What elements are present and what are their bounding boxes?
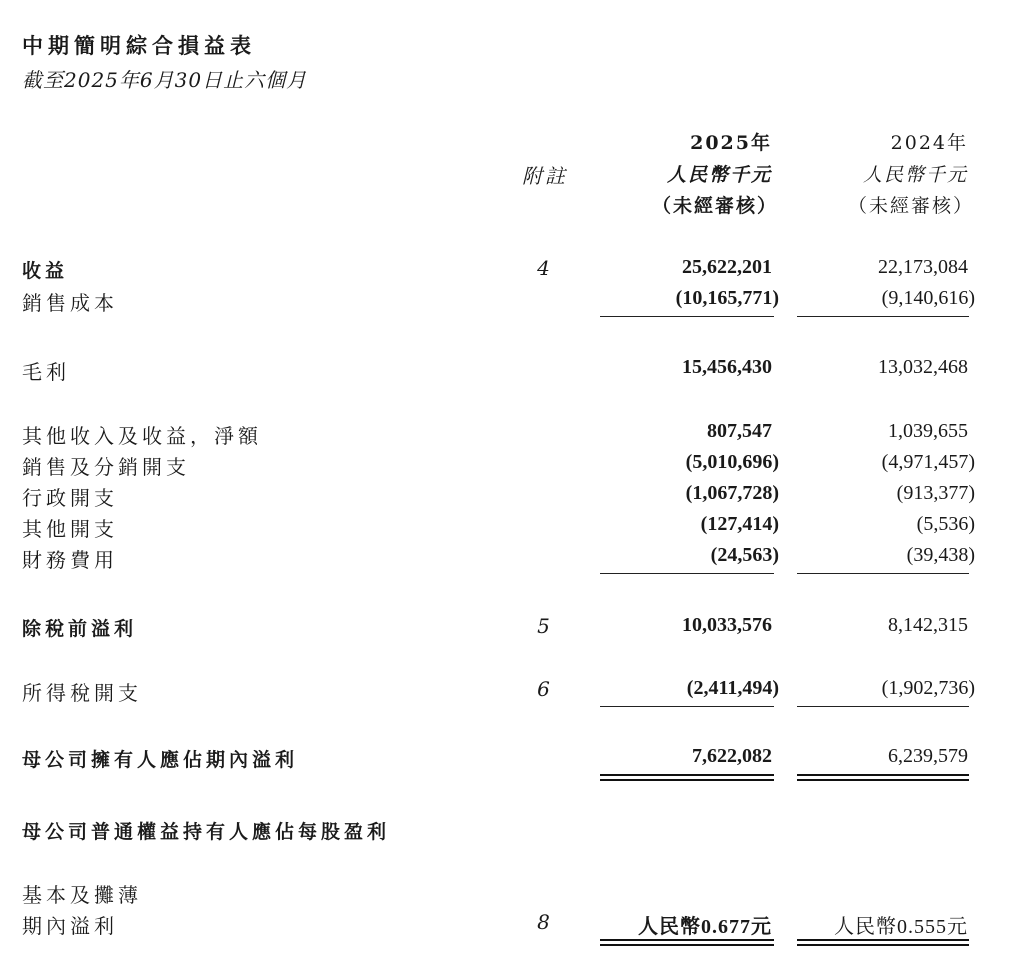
row-label-revenue: 收益 [22, 260, 69, 282]
row-2025-profit-attributable: 7,622,082 [692, 745, 772, 767]
note-header: 附註 [522, 164, 568, 188]
rule-income-tax-2025 [600, 706, 774, 707]
row-label-gross-profit: 毛利 [22, 360, 70, 384]
row-label-cost-of-sales: 銷售成本 [22, 291, 118, 315]
rule-cost-of-sales-2025 [600, 316, 774, 317]
row-note-revenue: 4 [537, 256, 553, 280]
row-2024-finance-costs: (39,438) [906, 544, 975, 566]
row-2024-gross-profit: 13,032,468 [878, 356, 968, 378]
row-2025-profit-before-tax: 10,033,576 [682, 614, 772, 636]
statement-title: 中期簡明綜合損益表 [22, 34, 256, 58]
row-2025-admin-expenses: (1,067,728) [685, 482, 779, 504]
row-2024-other-income: 1,039,655 [888, 420, 968, 442]
eps-heading: 母公司普通權益持有人應佔每股盈利 [22, 821, 391, 843]
row-label-finance-costs: 財務費用 [22, 548, 118, 572]
row-2025-revenue: 25,622,201 [682, 256, 772, 278]
eps-label-line2: 期內溢利 [22, 914, 118, 938]
row-label-profit-before-tax: 除稅前溢利 [22, 618, 138, 640]
col-2025-audit: （未經審核） [651, 195, 778, 217]
eps-note: 8 [537, 910, 553, 934]
row-label-selling-expenses: 銷售及分銷開支 [22, 455, 190, 479]
row-label-other-expenses: 其他開支 [22, 517, 118, 541]
row-2024-other-expenses: (5,536) [916, 513, 975, 535]
row-2025-gross-profit: 15,456,430 [682, 356, 772, 378]
row-2025-income-tax: (2,411,494) [686, 677, 779, 699]
row-label-other-income: 其他收入及收益，淨額 [22, 424, 262, 448]
double-rule-profit-2025-bottom [600, 779, 774, 781]
row-label-income-tax: 所得稅開支 [22, 681, 142, 705]
rule-income-tax-2024 [797, 706, 969, 707]
double-rule-eps-2025-bottom [600, 944, 774, 946]
row-label-profit-attributable: 母公司擁有人應佔期內溢利 [22, 749, 299, 771]
eps-2024-value: 人民幣0.555元 [834, 916, 968, 938]
eps-label-line1: 基本及攤薄 [22, 883, 142, 907]
row-2024-revenue: 22,173,084 [878, 256, 968, 278]
rule-finance-costs-2025 [600, 573, 774, 574]
double-rule-profit-2025-top [600, 774, 774, 776]
row-2025-cost-of-sales: (10,165,771) [675, 287, 779, 309]
double-rule-eps-2024-top [797, 939, 969, 941]
row-2025-other-income: 807,547 [707, 420, 772, 442]
row-2025-finance-costs: (24,563) [710, 544, 779, 566]
row-2024-profit-before-tax: 8,142,315 [888, 614, 968, 636]
row-2024-admin-expenses: (913,377) [896, 482, 975, 504]
statement-period: 截至2025年6月30日止六個月 [22, 68, 308, 92]
row-2025-selling-expenses: (5,010,696) [685, 451, 779, 473]
col-2025-currency: 人民幣千元 [666, 164, 772, 186]
col-2024-currency: 人民幣千元 [862, 164, 968, 186]
col-2024-audit: （未經審核） [847, 195, 974, 217]
row-2024-profit-attributable: 6,239,579 [888, 745, 968, 767]
row-note-income-tax: 6 [537, 677, 553, 701]
col-2025-year: 2025年 [690, 132, 772, 154]
row-note-profit-before-tax: 5 [537, 614, 553, 638]
row-2024-cost-of-sales: (9,140,616) [881, 287, 975, 309]
double-rule-profit-2024-top [797, 774, 969, 776]
double-rule-eps-2024-bottom [797, 944, 969, 946]
eps-2025-value: 人民幣0.677元 [638, 916, 772, 938]
double-rule-profit-2024-bottom [797, 779, 969, 781]
rule-finance-costs-2024 [797, 573, 969, 574]
rule-cost-of-sales-2024 [797, 316, 969, 317]
double-rule-eps-2025-top [600, 939, 774, 941]
row-2024-selling-expenses: (4,971,457) [881, 451, 975, 473]
row-2025-other-expenses: (127,414) [700, 513, 779, 535]
row-label-admin-expenses: 行政開支 [22, 486, 118, 510]
col-2024-year: 2024年 [890, 132, 968, 154]
row-2024-income-tax: (1,902,736) [881, 677, 975, 699]
